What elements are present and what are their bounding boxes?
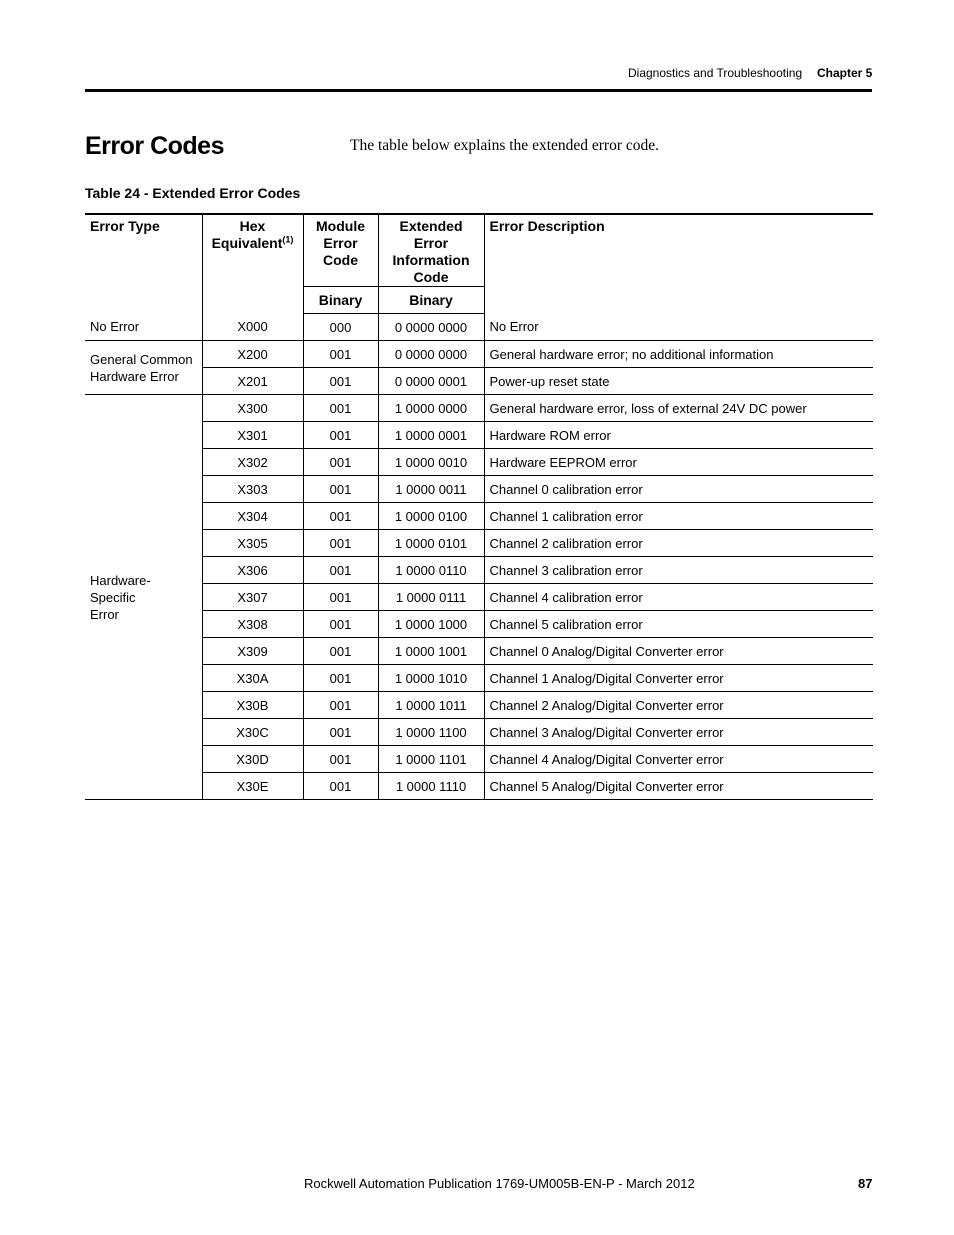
module-code-cell: 001 bbox=[303, 341, 378, 368]
header-binary-extended: Binary bbox=[378, 287, 484, 314]
extended-code-cell: 1 0000 0011 bbox=[378, 476, 484, 503]
table-row bbox=[85, 449, 873, 476]
intro-text: The table below explains the extended error code. bbox=[350, 137, 660, 154]
table-row bbox=[85, 341, 873, 368]
table-row bbox=[85, 692, 873, 719]
description-cell: Hardware EEPROM error bbox=[484, 449, 873, 476]
hex-cell: X309 bbox=[202, 638, 303, 665]
hex-cell: X200 bbox=[202, 341, 303, 368]
hex-cell: X30C bbox=[202, 719, 303, 746]
table-row bbox=[85, 368, 873, 395]
extended-code-cell: 1 0000 1000 bbox=[378, 611, 484, 638]
header-extended-error-information-code: Extended Error Information Code bbox=[378, 214, 484, 287]
extended-code-cell: 1 0000 0000 bbox=[378, 395, 484, 422]
table-row bbox=[85, 476, 873, 503]
module-code-cell: 001 bbox=[303, 584, 378, 611]
table-row bbox=[85, 773, 873, 800]
module-code-cell: 001 bbox=[303, 719, 378, 746]
module-code-cell: 001 bbox=[303, 530, 378, 557]
description-cell: Channel 3 Analog/Digital Converter error bbox=[484, 719, 873, 746]
table-body bbox=[85, 314, 873, 800]
extended-code-cell: 1 0000 0100 bbox=[378, 503, 484, 530]
module-code-cell: 001 bbox=[303, 476, 378, 503]
description-cell: No Error bbox=[484, 314, 873, 341]
description-cell: Channel 2 calibration error bbox=[484, 530, 873, 557]
table-row bbox=[85, 503, 873, 530]
header-binary-module: Binary bbox=[303, 287, 378, 314]
module-code-cell: 001 bbox=[303, 665, 378, 692]
table-row bbox=[85, 557, 873, 584]
table-row bbox=[85, 665, 873, 692]
hex-cell: X307 bbox=[202, 584, 303, 611]
table-row bbox=[85, 719, 873, 746]
hex-cell: X30A bbox=[202, 665, 303, 692]
hex-cell: X306 bbox=[202, 557, 303, 584]
description-cell: Power-up reset state bbox=[484, 368, 873, 395]
header-hex-equivalent: Hex Equivalent$^{(1)}$ bbox=[202, 214, 303, 314]
description-cell: General hardware error; no additional information bbox=[484, 341, 873, 368]
description-cell: Channel 4 Analog/Digital Converter error bbox=[484, 746, 873, 773]
table-caption: Table 24 - Extended Error Codes bbox=[85, 185, 301, 201]
extended-code-cell: 1 0000 1001 bbox=[378, 638, 484, 665]
hex-cell: X302 bbox=[202, 449, 303, 476]
hex-cell: X30D bbox=[202, 746, 303, 773]
page-header-section: Diagnostics and Troubleshooting bbox=[628, 66, 803, 80]
description-cell: Channel 0 Analog/Digital Converter error bbox=[484, 638, 873, 665]
module-code-cell: 001 bbox=[303, 395, 378, 422]
description-cell: Channel 2 Analog/Digital Converter error bbox=[484, 692, 873, 719]
error-type-cell: Hardware-Specific Error bbox=[85, 395, 202, 800]
footer-page-number: 87 bbox=[858, 1176, 873, 1191]
page-header-chapter: Chapter 5 bbox=[817, 66, 873, 80]
extended-code-cell: 1 0000 1100 bbox=[378, 719, 484, 746]
description-cell: Channel 0 calibration error bbox=[484, 476, 873, 503]
extended-code-cell: 0 0000 0000 bbox=[378, 314, 484, 341]
description-cell: Channel 5 calibration error bbox=[484, 611, 873, 638]
description-cell: Channel 1 Analog/Digital Converter error bbox=[484, 665, 873, 692]
description-cell: Channel 4 calibration error bbox=[484, 584, 873, 611]
error-type-cell: No Error bbox=[85, 314, 202, 341]
extended-code-cell: 1 0000 0111 bbox=[378, 584, 484, 611]
hex-cell: X303 bbox=[202, 476, 303, 503]
extended-code-cell: 1 0000 1101 bbox=[378, 746, 484, 773]
module-code-cell: 001 bbox=[303, 746, 378, 773]
header-error-description: Error Description bbox=[484, 214, 873, 314]
extended-code-cell: 1 0000 0010 bbox=[378, 449, 484, 476]
footer-publication: Rockwell Automation Publication 1769-UM005B-EN-P - March 2012 bbox=[304, 1176, 695, 1191]
table-row bbox=[85, 611, 873, 638]
table-row bbox=[85, 584, 873, 611]
hex-footnote-marker: (1) bbox=[282, 234, 294, 245]
hex-cell: X201 bbox=[202, 368, 303, 395]
extended-code-cell: 1 0000 0001 bbox=[378, 422, 484, 449]
extended-code-cell: 1 0000 0101 bbox=[378, 530, 484, 557]
hex-cell: X308 bbox=[202, 611, 303, 638]
hex-cell: X305 bbox=[202, 530, 303, 557]
table-row bbox=[85, 746, 873, 773]
module-code-cell: 001 bbox=[303, 368, 378, 395]
table-row bbox=[85, 395, 873, 422]
module-code-cell: 001 bbox=[303, 773, 378, 800]
header-rule bbox=[85, 89, 872, 92]
module-code-cell: 001 bbox=[303, 503, 378, 530]
hex-cell: X300 bbox=[202, 395, 303, 422]
header-module-error-code: Module Error Code bbox=[303, 214, 378, 287]
description-cell: Hardware ROM error bbox=[484, 422, 873, 449]
table-row bbox=[85, 638, 873, 665]
extended-error-codes-table bbox=[85, 213, 873, 800]
extended-code-cell: 1 0000 1110 bbox=[378, 773, 484, 800]
hex-cell: X301 bbox=[202, 422, 303, 449]
module-code-cell: 001 bbox=[303, 557, 378, 584]
extended-code-cell: 1 0000 1010 bbox=[378, 665, 484, 692]
hex-cell: X30E bbox=[202, 773, 303, 800]
header-error-type: Error Type bbox=[85, 214, 202, 314]
extended-code-cell: 0 0000 0000 bbox=[378, 341, 484, 368]
table-row bbox=[85, 314, 873, 341]
module-code-cell: 001 bbox=[303, 638, 378, 665]
hex-cell: X30B bbox=[202, 692, 303, 719]
table-row bbox=[85, 530, 873, 557]
description-cell: General hardware error, loss of external 24V DC power bbox=[484, 395, 873, 422]
section-title: Error Codes bbox=[85, 132, 224, 160]
module-code-cell: 001 bbox=[303, 422, 378, 449]
description-cell: Channel 3 calibration error bbox=[484, 557, 873, 584]
hex-cell: X304 bbox=[202, 503, 303, 530]
extended-code-cell: 1 0000 0110 bbox=[378, 557, 484, 584]
module-code-cell: 001 bbox=[303, 611, 378, 638]
hex-cell: X000 bbox=[202, 314, 303, 341]
table-row bbox=[85, 422, 873, 449]
module-code-cell: 000 bbox=[303, 314, 378, 341]
module-code-cell: 001 bbox=[303, 449, 378, 476]
extended-code-cell: 0 0000 0001 bbox=[378, 368, 484, 395]
description-cell: Channel 1 calibration error bbox=[484, 503, 873, 530]
error-type-cell: General Common Hardware Error bbox=[85, 341, 202, 395]
description-cell: Channel 5 Analog/Digital Converter error bbox=[484, 773, 873, 800]
extended-code-cell: 1 0000 1011 bbox=[378, 692, 484, 719]
module-code-cell: 001 bbox=[303, 692, 378, 719]
